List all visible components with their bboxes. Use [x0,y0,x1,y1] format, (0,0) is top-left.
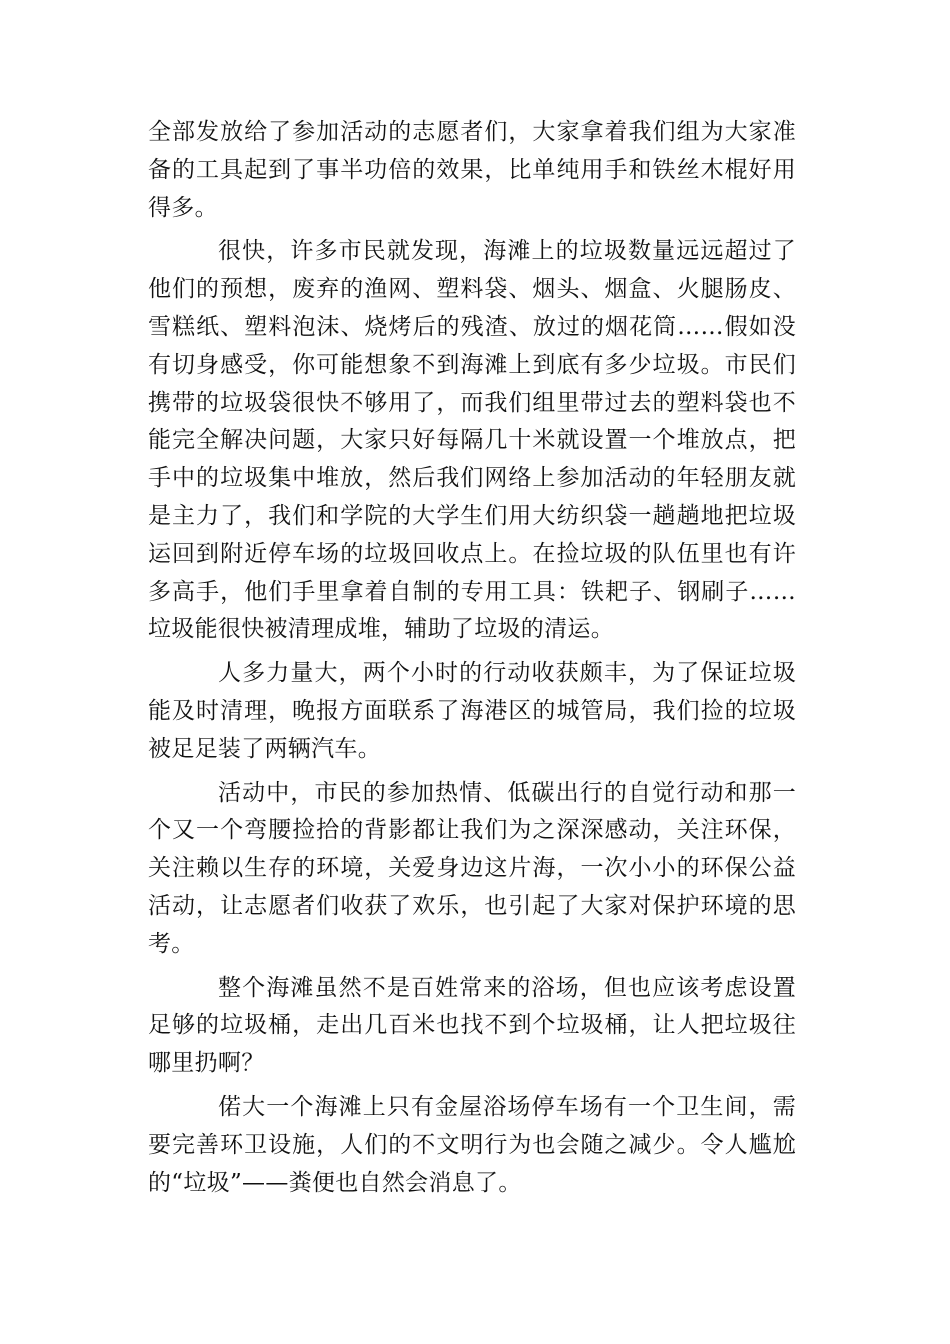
paragraph-1: 全部发放给了参加活动的志愿者们，大家拿着我们组为大家准备的工具起到了事半功倍的效果，比单纯用手和铁丝木棍好用得多。 [148,119,796,221]
document-body [148,114,796,1208]
paragraph-3: 人多力量大，两个小时的行动收获颇丰，为了保证垃圾能及时清理，晚报方面联系了海港区的城管局，我们捡的垃圾被足足装了两辆汽车。 [148,660,796,762]
paragraph-5: 整个海滩虽然不是百姓常来的浴场，但也应该考虑设置足够的垃圾桶，走出几百米也找不到个垃圾桶，让人把垃圾往哪里扔啊？ [148,974,796,1077]
paragraph-4: 活动中，市民的参加热情、低碳出行的自觉行动和那一个又一个弯腰捡拾的背影都让我们为之深深感动，关注环保，关注赖以生存的环境，关爱身边这片海，一次小小的环保公益活动，让志愿者们收获了欢乐，也引起了大家对保护环境的思考。 [148,779,796,957]
paragraph-6: 偌大一个海滩上只有金屋浴场停车场有一个卫生间，需要完善环卫设施，人们的不文明行为也会随之减少。令人尴尬的“垃圾”——粪便也自然会消息了。 [148,1093,796,1196]
paragraph-2: 很快，许多市民就发现，海滩上的垃圾数量远远超过了他们的预想，废弃的渔网、塑料袋、烟头、烟盒、火腿肠皮、雪糕纸、塑料泡沫、烧烤后的残渣、放过的烟花筒……假如没有切身感受，你可能想象不到海滩上到底有多少垃圾。市民们携带的垃圾袋很快不够用了，而我们组里带过去的塑料袋也不能完全解决问题，大家只好每隔几十米就设置一个堆放点，把手中的垃圾集中堆放，然后我们网络上参加活动的年轻朋友就是主力了，我们和学院的大学生们用大纺织袋一趟趟地把垃圾运回到附近停车场的垃圾回收点上。在捡垃圾的队伍里也有许多高手，他们手里拿着自制的专用工具：铁耙子、钢刷子……垃圾能很快被清理成堆，辅助了垃圾的清运。 [148,238,796,643]
